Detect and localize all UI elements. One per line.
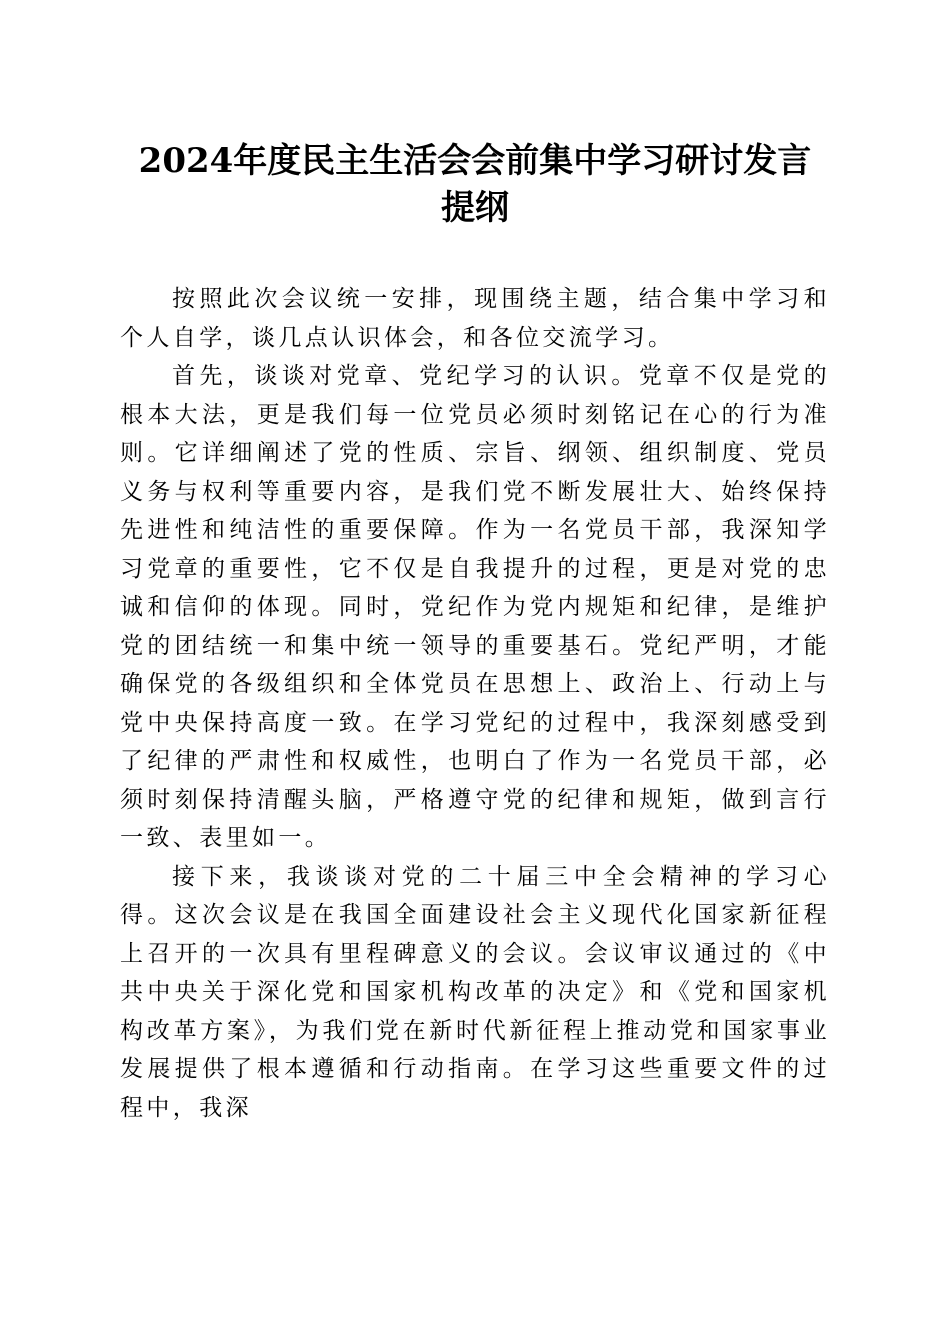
title-line-2: 提纲: [441, 188, 509, 228]
document-body: [120, 280, 830, 1127]
paragraph-intro: 按照此次会议统一安排，现围绕主题，结合集中学习和个人自学，谈几点认识体会，和各位交流学习。: [120, 286, 830, 351]
paragraph-party-constitution: 首先，谈谈对党章、党纪学习的认识。党章不仅是党的根本大法，更是我们每一位党员必须时刻铭记在心的行为准则。它详细阐述了党的性质、宗旨、纲领、组织制度、党员义务与权利等重要内容，是我们党不断发展壮大、始终保持先进性和纯洁性的重要保障。作为一名党员干部，我深知学习党章的重要性，它不仅是自我提升的过程，更是对党的忠诚和信仰的体现。同时，党纪作为党内规矩和纪律，是维护党的团结统一和集中统一领导的重要基石。党纪严明，才能确保党的各级组织和全体党员在思想上、政治上、行动上与党中央保持高度一致。在学习党纪的过程中，我深刻感受到了纪律的严肃性和权威性，也明白了作为一名党员干部，必须时刻保持清醒头脑，严格遵守党的纪律和规矩，做到言行一致、表里如一。: [120, 363, 830, 851]
title-line-1: 2024年度民主生活会会前集中学习研讨发言: [138, 141, 812, 181]
paragraph-third-plenum: 接下来，我谈谈对党的二十届三中全会精神的学习心得。这次会议是在我国全面建设社会主义现代化国家新征程上召开的一次具有里程碑意义的会议。会议审议通过的《中共中央关于深化党和国家机构改革的决定》和《党和国家机构改革方案》，为我们党在新时代新征程上推动党和国家事业发展提供了根本遵循和行动指南。在学习这些重要文件的过程中，我深: [120, 863, 830, 1121]
document-title: [120, 138, 830, 232]
